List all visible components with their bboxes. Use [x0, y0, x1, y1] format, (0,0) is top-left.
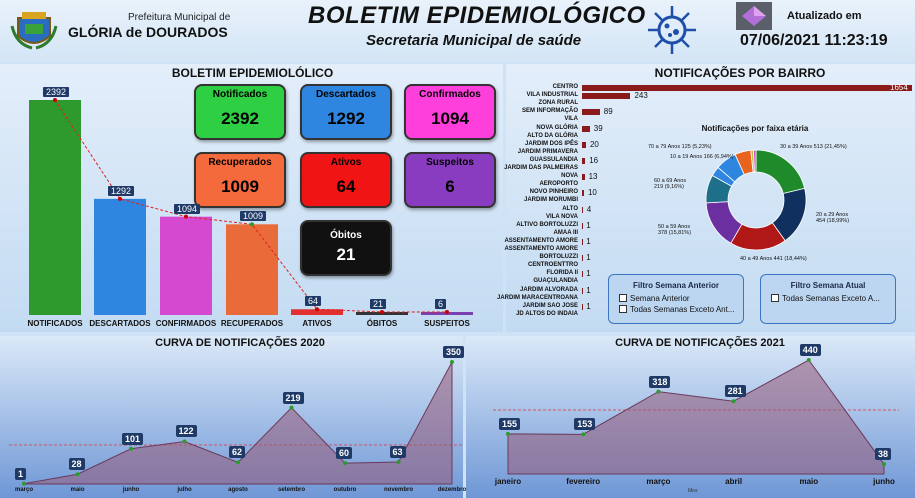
bairro-label: ASSENTAMENTO AMORE — [504, 246, 578, 252]
bairro-bar — [582, 271, 583, 277]
bar-value-notificados: 2392 — [43, 87, 69, 97]
curve-month-label: abril — [725, 477, 743, 486]
bairro-bar — [582, 239, 583, 245]
bairro-value: 1 — [586, 236, 591, 246]
bairro-label: CENTROENTTRO — [528, 262, 578, 269]
curve-2021-chart — [466, 352, 915, 498]
curve-point — [450, 360, 454, 364]
curve-month-label: fevereiro — [566, 477, 601, 486]
filter-semana-atual — [760, 274, 896, 324]
bar-value-descartados: 1292 — [108, 186, 134, 196]
card-obitos-label: Óbitos — [330, 230, 362, 241]
bairro-label: JD ALTOS DO INDAIA — [516, 310, 578, 317]
curve-month-label: junho — [873, 477, 895, 486]
card-obitos — [300, 220, 392, 276]
updated-label: Atualizado em — [787, 10, 862, 22]
bairro-label: JARDIM PRIMAVERA — [517, 148, 578, 155]
curve-point — [183, 439, 187, 443]
app-logo-icon — [736, 2, 772, 30]
bar-label-notificados: NOTIFICADOS — [27, 319, 83, 328]
card-confirmados — [404, 84, 496, 140]
curve-point — [129, 447, 133, 451]
curve-value-label: 38 — [875, 448, 891, 460]
bar-value-confirmados: 1094 — [174, 204, 200, 214]
age-donut-chart — [610, 134, 910, 268]
bairro-label: NOVA GLÓRIA — [536, 124, 578, 131]
trend-point — [445, 310, 449, 314]
bairro-label: GUASSULANDIA — [529, 156, 578, 163]
curve-value-label: 60 — [336, 447, 352, 459]
bairro-bar — [582, 255, 583, 261]
bar-value-suspeitos: 6 — [435, 299, 446, 309]
curve-value-label: 281 — [725, 385, 746, 397]
bairro-title: NOTIFICAÇÕES POR BAIRRO — [654, 66, 826, 80]
card-recuperados-label: Recuperados — [208, 157, 272, 168]
bairro-label: JARDIM MARACENTROANA — [497, 294, 578, 301]
curve-point — [22, 482, 26, 486]
curve-value-label: 63 — [390, 446, 406, 458]
donut-label: 60 a 69 Anos 219 (9,16%) — [654, 178, 687, 190]
bairro-label: ZONA RURAL — [538, 100, 578, 107]
curve-month-label: maio — [799, 477, 819, 486]
bairro-bar — [582, 158, 585, 164]
bairro-label: NOVA — [561, 173, 578, 180]
bairro-bar — [582, 85, 912, 91]
curve-point — [656, 390, 660, 394]
curve-month-label: junho — [122, 487, 140, 493]
bar-value-óbitos: 21 — [370, 299, 386, 309]
card-confirmados-label: Confirmados — [419, 89, 481, 100]
curve-2020-chart — [0, 352, 463, 498]
bairro-bar — [582, 223, 583, 229]
bairro-label: VILA — [564, 116, 578, 123]
bairro-value: 1 — [586, 301, 591, 311]
curve-value-label: 1 — [15, 468, 26, 480]
bairro-label: AEROPORTO — [539, 181, 578, 188]
bar-descartados — [94, 199, 146, 315]
option-semana-anterior-label: Semana Anterior — [630, 294, 690, 303]
bar-value-recuperados: 1009 — [240, 211, 266, 221]
bairro-label: JARDIM SAO JOSE — [522, 302, 578, 309]
curve-point — [732, 399, 736, 403]
updated-date: 07/06/2021 11:23:19 — [740, 32, 888, 49]
curve-month-label: janeiro — [494, 477, 522, 486]
option-todas-exceto-atual[interactable] — [771, 294, 895, 303]
bar-label-descartados: DESCARTADOS — [89, 319, 151, 328]
donut-label: 30 a 39 Anos 513 (21,45%) — [780, 144, 847, 150]
curve-value-label: 155 — [499, 418, 520, 430]
bar-label-suspeitos: SUSPEITOS — [424, 319, 470, 328]
bairro-value: 1 — [586, 285, 591, 295]
curve-value-label: 318 — [649, 376, 670, 388]
bairro-label: JARDIM MORUMBI — [524, 197, 578, 204]
bairro-label: CENTRO — [552, 84, 578, 90]
curve-point — [506, 432, 510, 436]
curve-value-label: 62 — [229, 446, 245, 458]
bairro-value: 1 — [586, 220, 591, 230]
bairro-label: JARDIM ALVORADA — [520, 286, 578, 293]
card-notificados-label: Notificados — [212, 89, 268, 100]
card-descartados — [300, 84, 392, 140]
donut-slice — [756, 150, 805, 194]
card-confirmados-value: 1094 — [431, 109, 469, 128]
bar-label-confirmados: CONFIRMADOS — [155, 319, 217, 328]
curve-area — [24, 362, 452, 484]
bairro-label: ALTO — [562, 205, 578, 212]
curve-point — [236, 460, 240, 464]
curve-value-label: 122 — [176, 425, 197, 437]
donut-label: 40 a 49 Anos 441 (18,44%) — [740, 256, 807, 262]
bar-confirmados — [160, 217, 212, 315]
bairro-bar — [582, 174, 585, 180]
curve-2021-title: CURVA DE NOTIFICAÇÕES 2021 — [615, 337, 785, 349]
bairro-label: BORTOLUZZI — [539, 254, 578, 261]
prefeitura-label: Prefeitura Municipal de — [128, 12, 231, 23]
curve-point — [581, 432, 585, 436]
curve-month-label: março — [646, 477, 671, 486]
card-notificados — [194, 84, 286, 140]
bairro-bar — [582, 126, 590, 132]
curve-2021-xlabel: Mes — [688, 488, 698, 494]
curve-month-label: maio — [70, 487, 85, 493]
curve-month-label: novembro — [383, 487, 413, 493]
checkbox-icon[interactable] — [771, 294, 779, 302]
trend-point — [53, 98, 57, 102]
bairro-value: 1 — [586, 253, 591, 263]
bairro-value: 89 — [603, 107, 613, 117]
bairro-label: ASSENTAMENTO AMORE — [504, 237, 578, 244]
bairro-value: 20 — [589, 139, 599, 149]
curve-value-label: 219 — [283, 392, 304, 404]
filter-semana-anterior — [608, 274, 744, 324]
bairro-bar — [582, 190, 584, 196]
curve-month-label: julho — [177, 487, 192, 493]
card-suspeitos-value: 6 — [445, 177, 455, 196]
bar-value-ativos: 64 — [305, 296, 321, 306]
donut-label: 50 a 59 Anos 378 (15,81%) — [658, 224, 692, 236]
bairro-label: VILA INDUSTRIAL — [526, 92, 578, 99]
option-todas-exceto-ant[interactable] — [619, 305, 743, 314]
card-descartados-value: 1292 — [327, 109, 365, 128]
bairro-value: 13 — [588, 172, 598, 182]
bairro-label: JARDIM DAS PALMEIRAS — [504, 165, 578, 171]
curve-value-label: 28 — [69, 458, 85, 470]
trend-point — [118, 197, 122, 201]
curve-value-label: 440 — [800, 344, 821, 356]
card-ativos — [300, 152, 392, 208]
trend-point — [315, 307, 319, 311]
bairro-bar — [582, 207, 583, 213]
boletim-title: BOLETIM EPIDEMIOLÓLICO — [171, 66, 334, 80]
curve-value-label: 350 — [443, 346, 464, 358]
card-recuperados — [194, 152, 286, 208]
virus-icon — [646, 4, 698, 56]
bairro-label: AMAA III — [553, 229, 578, 236]
header — [0, 0, 915, 62]
bairro-bar — [582, 93, 630, 99]
bairro-bar — [582, 109, 600, 115]
bairro-label: SEM INFORMAÇÃO — [522, 108, 578, 115]
bairro-value: 1654 — [890, 83, 908, 92]
card-suspeitos-label: Suspeitos — [426, 157, 474, 168]
bairro-label: NOVO PINHEIRO — [529, 189, 578, 196]
curve-area — [508, 360, 884, 474]
bairro-value: 10 — [587, 188, 597, 198]
curve-value-label: 101 — [122, 433, 143, 445]
card-obitos-value: 21 — [336, 245, 356, 264]
donut-label: 70 a 79 Anos 125 (5,23%) — [648, 144, 712, 150]
curve-month-label: setembro — [277, 487, 305, 493]
checkbox-icon[interactable] — [619, 305, 627, 313]
bairro-label: FLORIDA II — [546, 270, 578, 277]
curve-point — [76, 472, 80, 476]
card-recuperados-value: 1009 — [221, 177, 259, 196]
card-descartados-label: Descartados — [315, 89, 377, 100]
donut-label: 20 a 29 Anos 454 (18,99%) — [816, 212, 850, 224]
bairro-value: 4 — [586, 204, 592, 214]
filter-semana-atual-title: Filtro Semana Atual — [790, 281, 866, 290]
card-notificados-value: 2392 — [221, 109, 259, 128]
bairro-value: 39 — [593, 123, 603, 133]
bairro-value: 1 — [586, 269, 591, 279]
bairro-label: ALTIVO BORTOLUZZI — [516, 221, 578, 228]
donut-label: 10 a 19 Anos 166 (6,94%) — [670, 154, 734, 160]
curve-month-label: dezembro — [437, 487, 467, 493]
filter-semana-anterior-title: Filtro Semana Anterior — [633, 281, 719, 290]
card-suspeitos — [404, 152, 496, 208]
card-ativos-label: Ativos — [330, 157, 362, 168]
curve-2020-title: CURVA DE NOTIFICAÇÕES 2020 — [155, 337, 325, 349]
bar-notificados — [29, 100, 81, 315]
bairro-bar — [582, 304, 583, 310]
trend-point — [250, 222, 254, 226]
card-ativos-value: 64 — [336, 177, 356, 196]
municipal-crest-icon — [10, 8, 58, 52]
bairro-value: 16 — [589, 155, 599, 165]
page-subtitle: Secretaria Municipal de saúde — [366, 32, 582, 49]
bar-label-ativos: ATIVOS — [302, 319, 332, 328]
bar-label-óbitos: ÓBITOS — [366, 319, 398, 328]
bairro-label: ALTO DA GLÓRIA — [527, 132, 578, 139]
option-semana-anterior[interactable] — [619, 294, 743, 303]
page-title: BOLETIM EPIDEMIOLÓGICO — [308, 2, 646, 29]
bairro-value: 243 — [634, 91, 648, 101]
bar-label-recuperados: RECUPERADOS — [220, 319, 284, 328]
donut-title: Notificações por faixa etária — [701, 124, 809, 133]
trend-point — [380, 310, 384, 314]
curve-month-label: agosto — [228, 487, 248, 493]
bairro-label: JARDIM DOS IPÊS — [524, 140, 578, 147]
bairro-label: VILA NOVA — [545, 213, 578, 220]
curve-value-label: 153 — [574, 418, 595, 430]
curve-point — [343, 461, 347, 465]
curve-point — [807, 358, 811, 362]
checkbox-icon[interactable] — [619, 294, 627, 302]
option-todas-exceto-atual-label: Todas Semanas Exceto A... — [782, 294, 880, 303]
curve-month-label: março — [14, 487, 33, 493]
bairro-bar — [582, 288, 583, 294]
option-todas-exceto-ant-label: Todas Semanas Exceto Ant... — [630, 305, 735, 314]
curve-month-label: outubro — [333, 487, 357, 493]
bar-recuperados — [226, 224, 278, 315]
bairro-bar — [582, 142, 586, 148]
curve-point — [397, 460, 401, 464]
curve-point — [882, 462, 886, 466]
curve-point — [290, 406, 294, 410]
trend-point — [184, 215, 188, 219]
municipio-name: GLÓRIA de DOURADOS — [68, 24, 228, 40]
bairro-label: GUAÇULANDIA — [533, 278, 578, 285]
